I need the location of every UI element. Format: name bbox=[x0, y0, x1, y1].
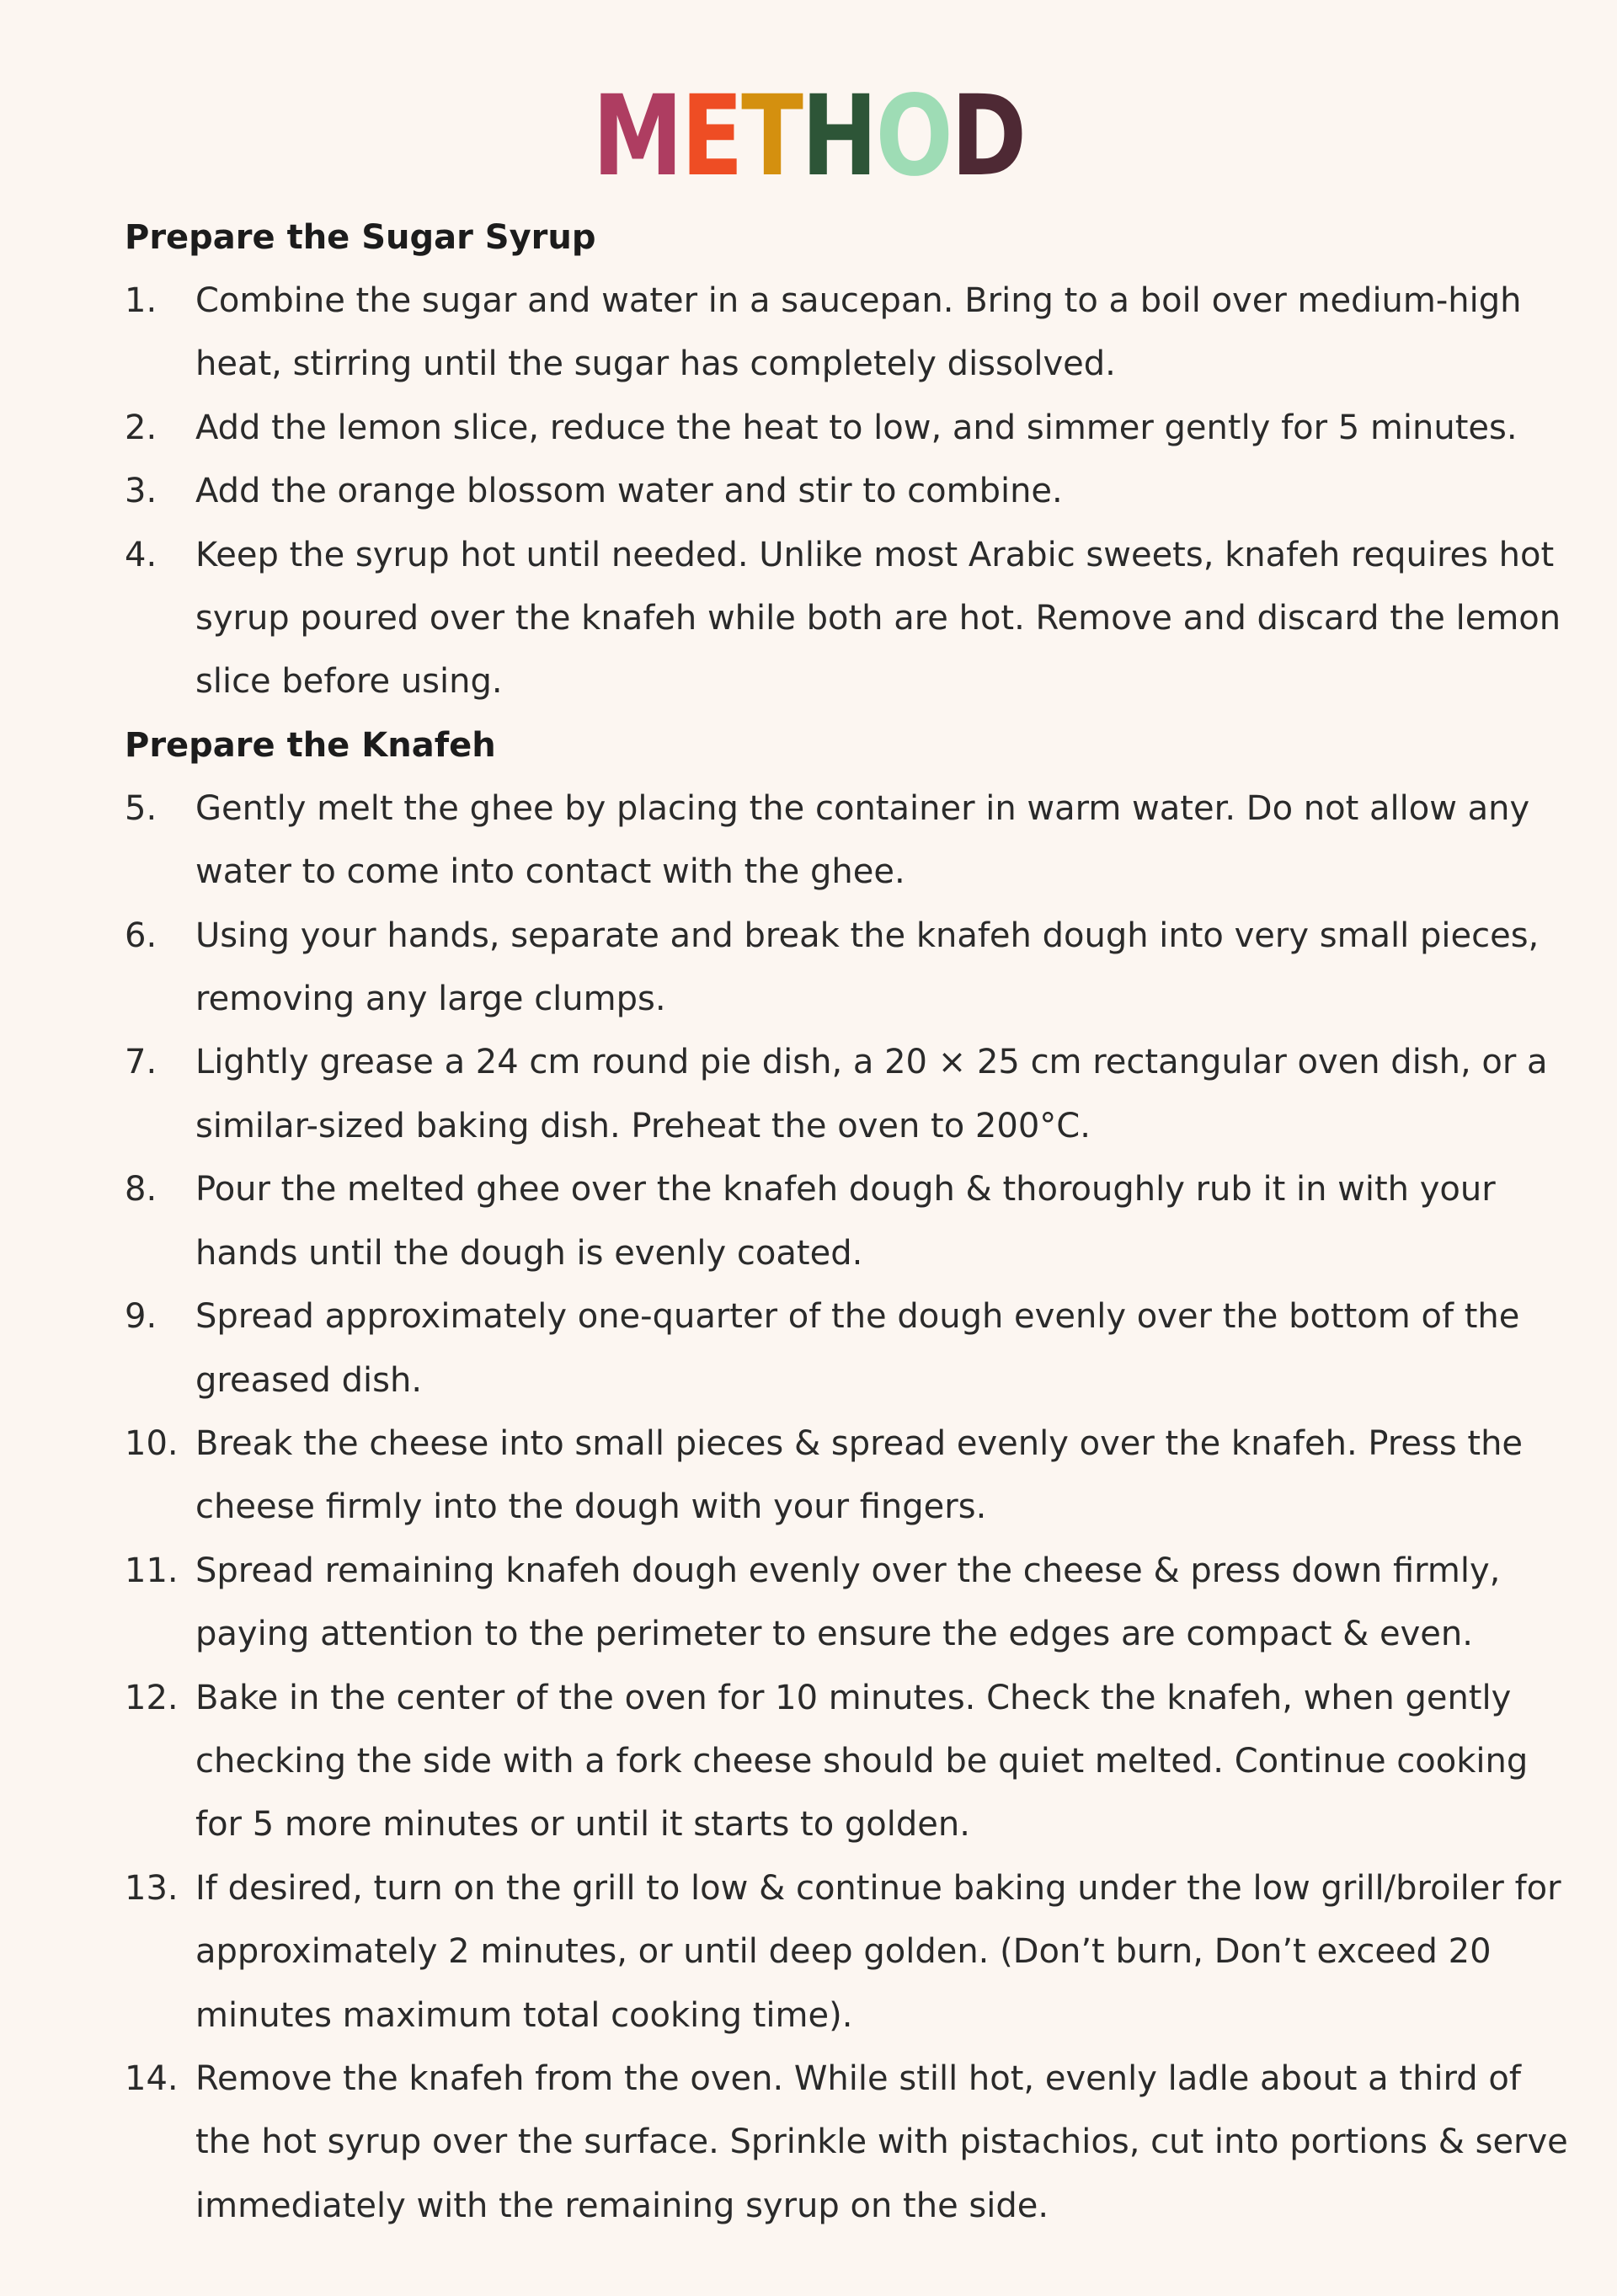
step-number: 1. bbox=[125, 281, 157, 320]
step-7 bbox=[125, 1031, 1582, 1158]
step-number: 9. bbox=[125, 1297, 157, 1337]
step-number: 10. bbox=[125, 1423, 179, 1463]
method-content bbox=[125, 206, 1582, 2238]
title-letter: M bbox=[592, 72, 681, 201]
step-text: Lightly grease a 24 cm round pie dish, a 20 × 25 cm rectangular oven dish, or a similar-sized baking dish. Preheat the oven to 200°C. bbox=[195, 1043, 1548, 1145]
page-title bbox=[146, 72, 1471, 201]
step-text: If desired, turn on the grill to low & continue baking under the low grill/broiler for approximately 2 minutes, or until deep golden. (Don’t burn, Don’t exceed 20 minutes maximum total cooking time). bbox=[195, 1868, 1561, 2035]
step-number: 6. bbox=[125, 916, 157, 955]
step-text: Pour the melted ghee over the knafeh dough & thoroughly rub it in with your hands until the dough is evenly coated. bbox=[195, 1170, 1496, 1273]
step-1 bbox=[125, 270, 1582, 397]
step-text: Add the orange blossom water and stir to combine. bbox=[195, 472, 1063, 511]
knafeh-steps bbox=[125, 777, 1582, 2238]
sugar-syrup-steps bbox=[125, 270, 1582, 714]
step-14 bbox=[125, 2048, 1582, 2238]
step-9 bbox=[125, 1285, 1582, 1412]
step-8 bbox=[125, 1158, 1582, 1285]
step-12 bbox=[125, 1667, 1582, 1857]
step-number: 13. bbox=[125, 1868, 179, 1908]
step-text: Using your hands, separate and break the knafeh dough into very small pieces, removing any large clumps. bbox=[195, 916, 1540, 1019]
step-text: Keep the syrup hot until needed. Unlike most Arabic sweets, knafeh requires hot syrup poured over the knafeh while both are hot. Remove and discard the lemon slice before using. bbox=[195, 535, 1561, 702]
step-number: 2. bbox=[125, 408, 157, 447]
step-text: Combine the sugar and water in a saucepan. Bring to a boil over medium-high heat, stirring until the sugar has completely dissolved. bbox=[195, 281, 1522, 384]
step-text: Add the lemon slice, reduce the heat to low, and simmer gently for 5 minutes. bbox=[195, 408, 1518, 447]
step-number: 3. bbox=[125, 472, 157, 511]
step-text: Remove the knafeh from the oven. While still hot, evenly ladle about a third of the hot syrup over the surface. Sprinkle with pistachios, cut into portions & serve immediately with the remaining syrup on the side. bbox=[195, 2058, 1568, 2225]
title-letter: E bbox=[680, 72, 742, 201]
step-6 bbox=[125, 905, 1582, 1032]
step-3 bbox=[125, 460, 1582, 523]
step-text: Gently melt the ghee by placing the container in warm water. Do not allow any water to come into contact with the ghee. bbox=[195, 788, 1530, 892]
step-5 bbox=[125, 777, 1582, 905]
title-letter: O bbox=[875, 72, 952, 201]
step-number: 14. bbox=[125, 2058, 179, 2098]
step-number: 5. bbox=[125, 788, 157, 828]
step-text: Spread remaining knafeh dough evenly over the cheese & press down firmly, paying attention to the perimeter to ensure the edges are compact & even. bbox=[195, 1551, 1501, 1654]
step-4 bbox=[125, 524, 1582, 714]
step-2 bbox=[125, 397, 1582, 460]
step-number: 4. bbox=[125, 535, 157, 574]
step-number: 8. bbox=[125, 1170, 157, 1209]
step-10 bbox=[125, 1412, 1582, 1540]
section-heading-sugar-syrup: Prepare the Sugar Syrup bbox=[125, 218, 596, 257]
step-number: 12. bbox=[125, 1678, 179, 1717]
step-text: Break the cheese into small pieces & spread evenly over the knafeh. Press the cheese firmly into the dough with your fingers. bbox=[195, 1423, 1524, 1527]
step-text: Spread approximately one-quarter of the dough evenly over the bottom of the greased dish. bbox=[195, 1297, 1520, 1400]
step-text: Bake in the center of the oven for 10 minutes. Check the knafeh, when gently checking the side with a fork cheese should be quiet melted. Continue cooking for 5 more minutes or until it starts to golden. bbox=[195, 1678, 1529, 1845]
title-letter: T bbox=[741, 72, 802, 201]
step-11 bbox=[125, 1540, 1582, 1667]
step-number: 11. bbox=[125, 1551, 179, 1590]
title-letter: H bbox=[801, 72, 876, 201]
section-heading-knafeh: Prepare the Knafeh bbox=[125, 725, 496, 765]
title-letter: D bbox=[951, 72, 1025, 201]
step-number: 7. bbox=[125, 1043, 157, 1082]
step-13 bbox=[125, 1857, 1582, 2048]
